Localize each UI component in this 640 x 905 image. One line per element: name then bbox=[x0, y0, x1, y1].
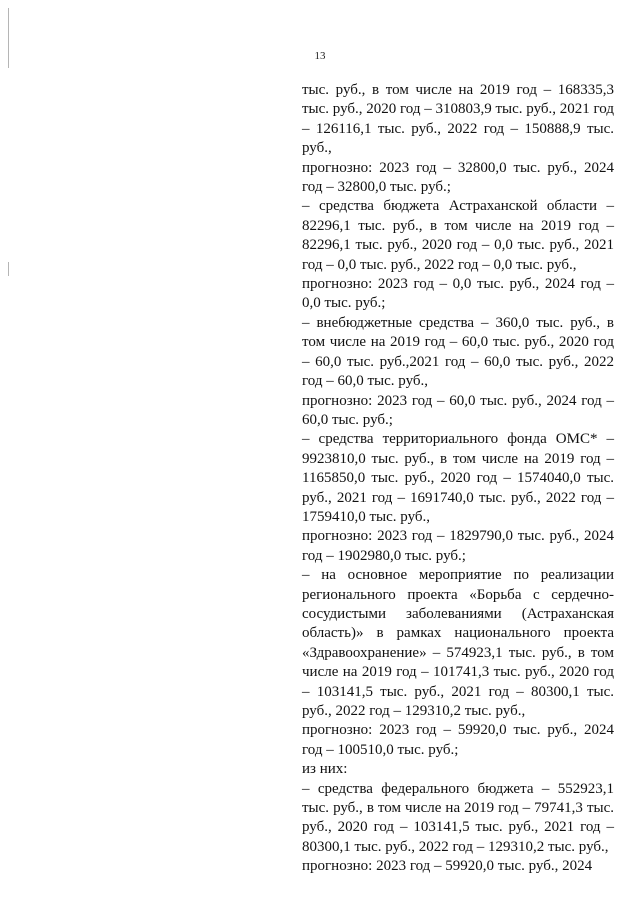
paragraph: – средства территориального фонда ОМС* – 9923810,0 тыс. руб., в том числе на 2019 год – 1165850,0 тыс. руб., 2020 год – 1574040,0 тыс. руб., 2021 год – 1691740,0 тыс. руб., 2022 год – 1759410,0 тыс. руб., bbox=[302, 431, 614, 525]
scan-edge-mark bbox=[8, 262, 9, 276]
paragraph: – внебюджетные средства – 360,0 тыс. руб., в том числе на 2019 год – 60,0 тыс. руб., 2020 год – 60,0 тыс. руб.,2021 год – 60,0 тыс. руб., 2022 год – 60,0 тыс. руб., bbox=[302, 314, 614, 390]
paragraph: тыс. руб., в том числе на 2019 год – 168335,3 тыс. руб., 2020 год – 310803,9 тыс. руб., 2021 год – 126116,1 тыс. руб., 2022 год – 150888,9 тыс. руб., bbox=[302, 82, 615, 157]
paragraph: прогнозно: 2023 год – 32800,0 тыс. руб., 2024 год – 32800,0 тыс. руб.; bbox=[302, 159, 614, 196]
paragraph: прогнозно: 2023 год – 59920,0 тыс. руб., 2024 bbox=[302, 858, 593, 875]
page-number: 13 bbox=[314, 50, 326, 62]
paragraph: прогнозно: 2023 год – 60,0 тыс. руб., 2024 год – 60,0 тыс. руб.; bbox=[302, 392, 614, 428]
paragraph: – средства федерального бюджета – 552923,1 тыс. руб., в том числе на 2019 год – 79741,3 тыс. руб., 2020 год – 103141,5 тыс. руб., 2021 год – 80300,1 тыс. руб., 2022 год – 129310,2 тыс. руб., bbox=[302, 780, 614, 855]
paragraph: прогнозно: 2023 год – 0,0 тыс. руб., 2024 год – 0,0 тыс. руб.; bbox=[302, 276, 614, 312]
paragraph: прогнозно: 2023 год – 1829790,0 тыс. руб., 2024 год – 1902980,0 тыс. руб.; bbox=[302, 528, 614, 564]
paragraph: – на основное мероприятие по реализации регионального проекта «Борьба с сердечно-сосудистыми заболеваниями (Астраханская область)» в рамках национального проекта «Здравоохранение» – 574923,1 тыс. руб., в том числе на 2019 год – 101741,3 тыс. руб., 2020 год – 103141,5 тыс. руб., 2021 год – 80300,1 тыс. руб., 2022 год – 129310,2 тыс. руб., bbox=[302, 567, 614, 719]
paragraph: – средства бюджета Астраханской области – 82296,1 тыс. руб., в том числе на 2019 год – 82296,1 тыс. руб., 2020 год – 0,0 тыс. руб., 2021 год – 0,0 тыс. руб., 2022 год – 0,0 тыс. руб., bbox=[302, 198, 614, 273]
paragraph: из них: bbox=[302, 761, 348, 778]
body-text bbox=[302, 81, 614, 877]
paragraph: прогнозно: 2023 год – 59920,0 тыс. руб., 2024 год – 100510,0 тыс. руб.; bbox=[302, 722, 614, 758]
